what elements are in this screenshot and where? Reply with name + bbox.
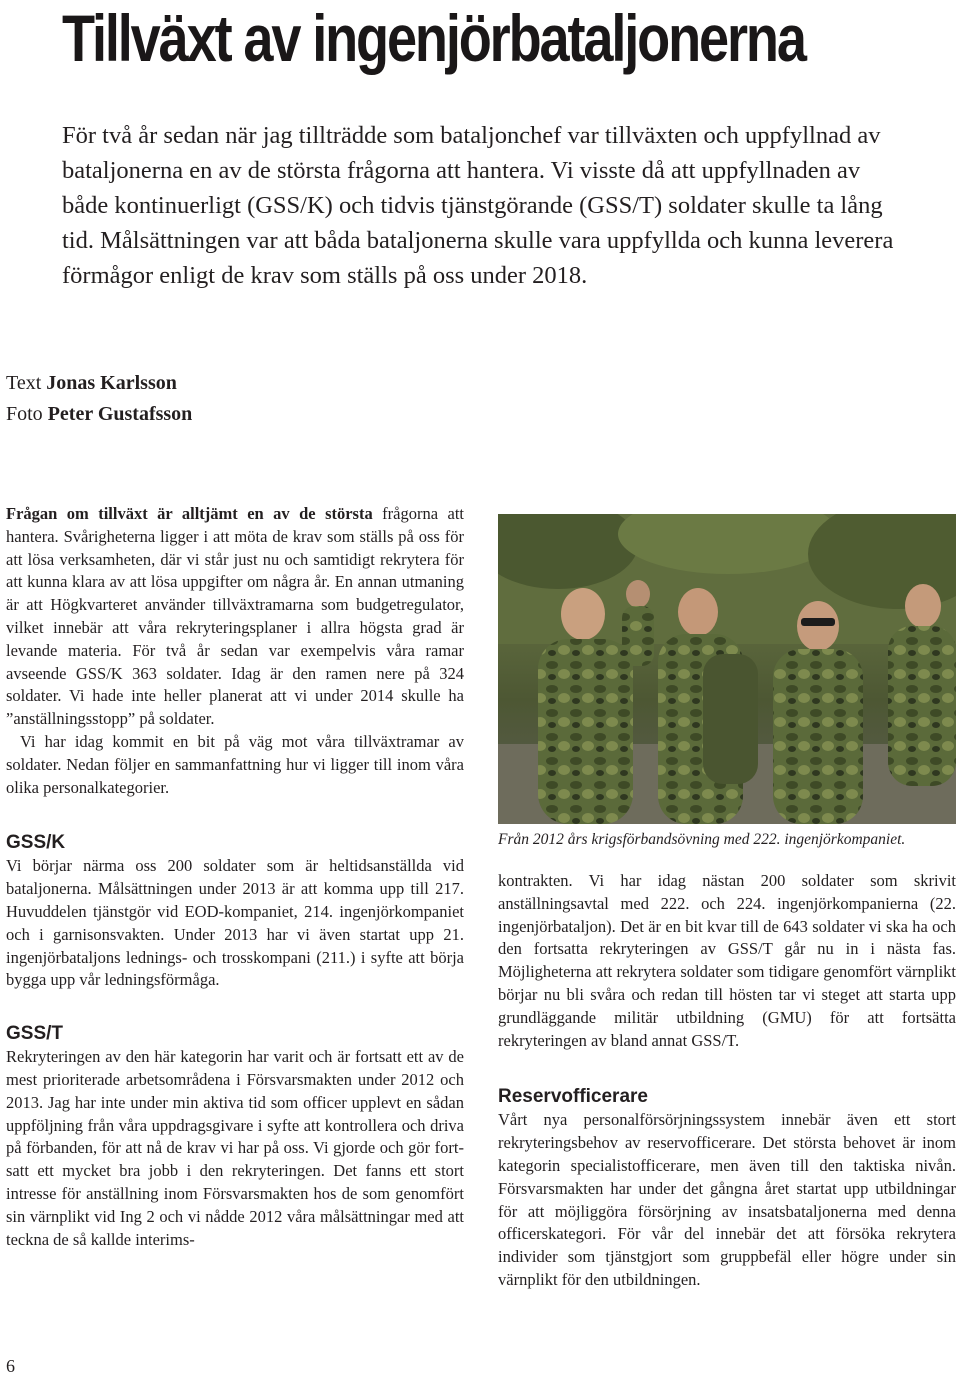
soldiers-photo-illustration	[498, 514, 956, 824]
body-paragraph-2: Vi har idag kommit en bit på väg mot våra tillväxtramar av soldater. Nedan följer en sammanfattning hur vi ligger till inom våra olika personalkategorier.	[6, 731, 464, 797]
text-credit	[6, 368, 506, 399]
soldiers-photo	[498, 514, 956, 824]
section-text-gsst: Rekryteringen av den här kategorin har varit och är fortsatt ett av de mest prioriterade arbetsområdena i Försvarsmakten under 2012 och 2013. Jag har inte under min aktiva tid som officer upplevt en sådan uppföljning från våra uppdragsgivare i syfte att kontrollera och driva på förbanden, för att nå de krav vi har på oss. Vi gjorde och gör fortsatt ett mycket bra jobb i den rekryteringen. Det fanns ett stort intresse för anställning inom Försvarsmakten hos de som genomfört sin värnplikt vid Ing 2 och vi nådde 2012 våra målsättningar med att teckna de så kallde interims-	[6, 1047, 464, 1249]
right-column	[498, 870, 956, 1292]
article-ingress: För två år sedan när jag tillträdde som bataljonchef var tillväxten och uppfyllnad av bataljonerna en av de största frågorna att hantera. Vi visste då att uppfyllnaden av både kontinuerligt (GSS/K) och tidvis tjänstgörande (GSS/T) soldater skulle ta lång tid. Målsättningen var att båda bataljonerna skulle vara uppfyllda och kunna leverera förmågor enligt de krav som ställs på oss under 2018.	[62, 122, 894, 289]
photo-credit	[6, 399, 506, 430]
section-text-gssk: Vi börjar närma oss 200 soldater som är heltidsanställda vid bataljonerna. Målsättningen under 2013 är att komma upp till 217. Huvuddelen tjänstgör vid EOD-kompaniet, 214. ingenjörkompaniet och i garnisonsvakten. Under 2013 har vi även startat upp 21. ingenjörbataljons lednings- och trosskompani (211.) i syfte att börja bygga upp vår ledningsförmåga.	[6, 856, 464, 990]
body-paragraph-1	[6, 503, 464, 731]
section-heading-reservofficerare: Reservofficerare	[498, 1086, 648, 1108]
continued-paragraph: kontrakten. Vi har idag nästan 200 soldater som skrivit anställningsavtal med 222. och 224. ingenjörkompanierna (22. ingenjörbataljon). Det är en bit kvar till de 643 soldater vi ska ha och den fortsatta rekryteringen av GSS/T går nu in i nästa fas. Möjligheterna att rekrytera soldater som tidigare genomfört värnplikt börjar nu bli svåra och redan till hösten tar vi steget att starta upp grundläggande militär utbildning (GMU) för att fortsätta rekryteringen av bland annat GSS/T.	[498, 871, 956, 1050]
section-heading-gssk: GSS/K	[6, 832, 66, 854]
article-title: Tillväxt av ingenjörbataljonerna	[62, 1, 805, 75]
author-name: Jonas Karlsson	[46, 372, 177, 394]
body-paragraph-1-text: frågorna att hantera. Svårigheterna ligger i att möta de krav som ställs på oss för att lösa verksamheten, där vi står just nu och samtidigt rekrytera för att kunna klara av att lösa uppgifter om några år. En annan utmaning är att Högkvarteret använder tillväxtramarna som budgetregulator, vilket innebär att våra rekryteringsplaner i allra högsta grad är levande materia. För två år sedan var exempelvis våra ramar avseende GSS/K 363 soldater. Idag är den ramen nere på 324 soldater. Vi hade inte heller planerat att vi under 2014 skulle ha ”anställningsstopp” på soldater.	[6, 504, 464, 729]
left-column	[6, 503, 464, 1251]
section-text-reservofficerare: Vårt nya personalförsörjningssystem innebär även ett stort rekryteringsbehov av reservofficerare. Det största behovet är inom kategorin specialistofficerare, men även till den taktiska nivån. Försvarsmakten har under det gångna året startat upp utbildningar för att möjliggöra försörjning av insatsbataljonerna med denna officerskategori. För vår del innebär det att försöka rekrytera individer som tjänstgjort som gruppbefäl eller högre under sin värnplikt för den utbildningen.	[498, 1110, 956, 1289]
section-heading-gsst: GSS/T	[6, 1023, 64, 1045]
photo-credit-label: Foto	[6, 403, 43, 425]
byline	[6, 368, 506, 430]
text-credit-label: Text	[6, 372, 42, 394]
photographer-name: Peter Gustafsson	[47, 403, 193, 425]
lead-in: Frågan om tillväxt är alltjämt en av de största	[6, 504, 373, 523]
page-number: 6	[6, 1356, 15, 1376]
photo-caption: Från 2012 års krigsförbandsövning med 222. ingenjörkompaniet.	[498, 831, 906, 848]
